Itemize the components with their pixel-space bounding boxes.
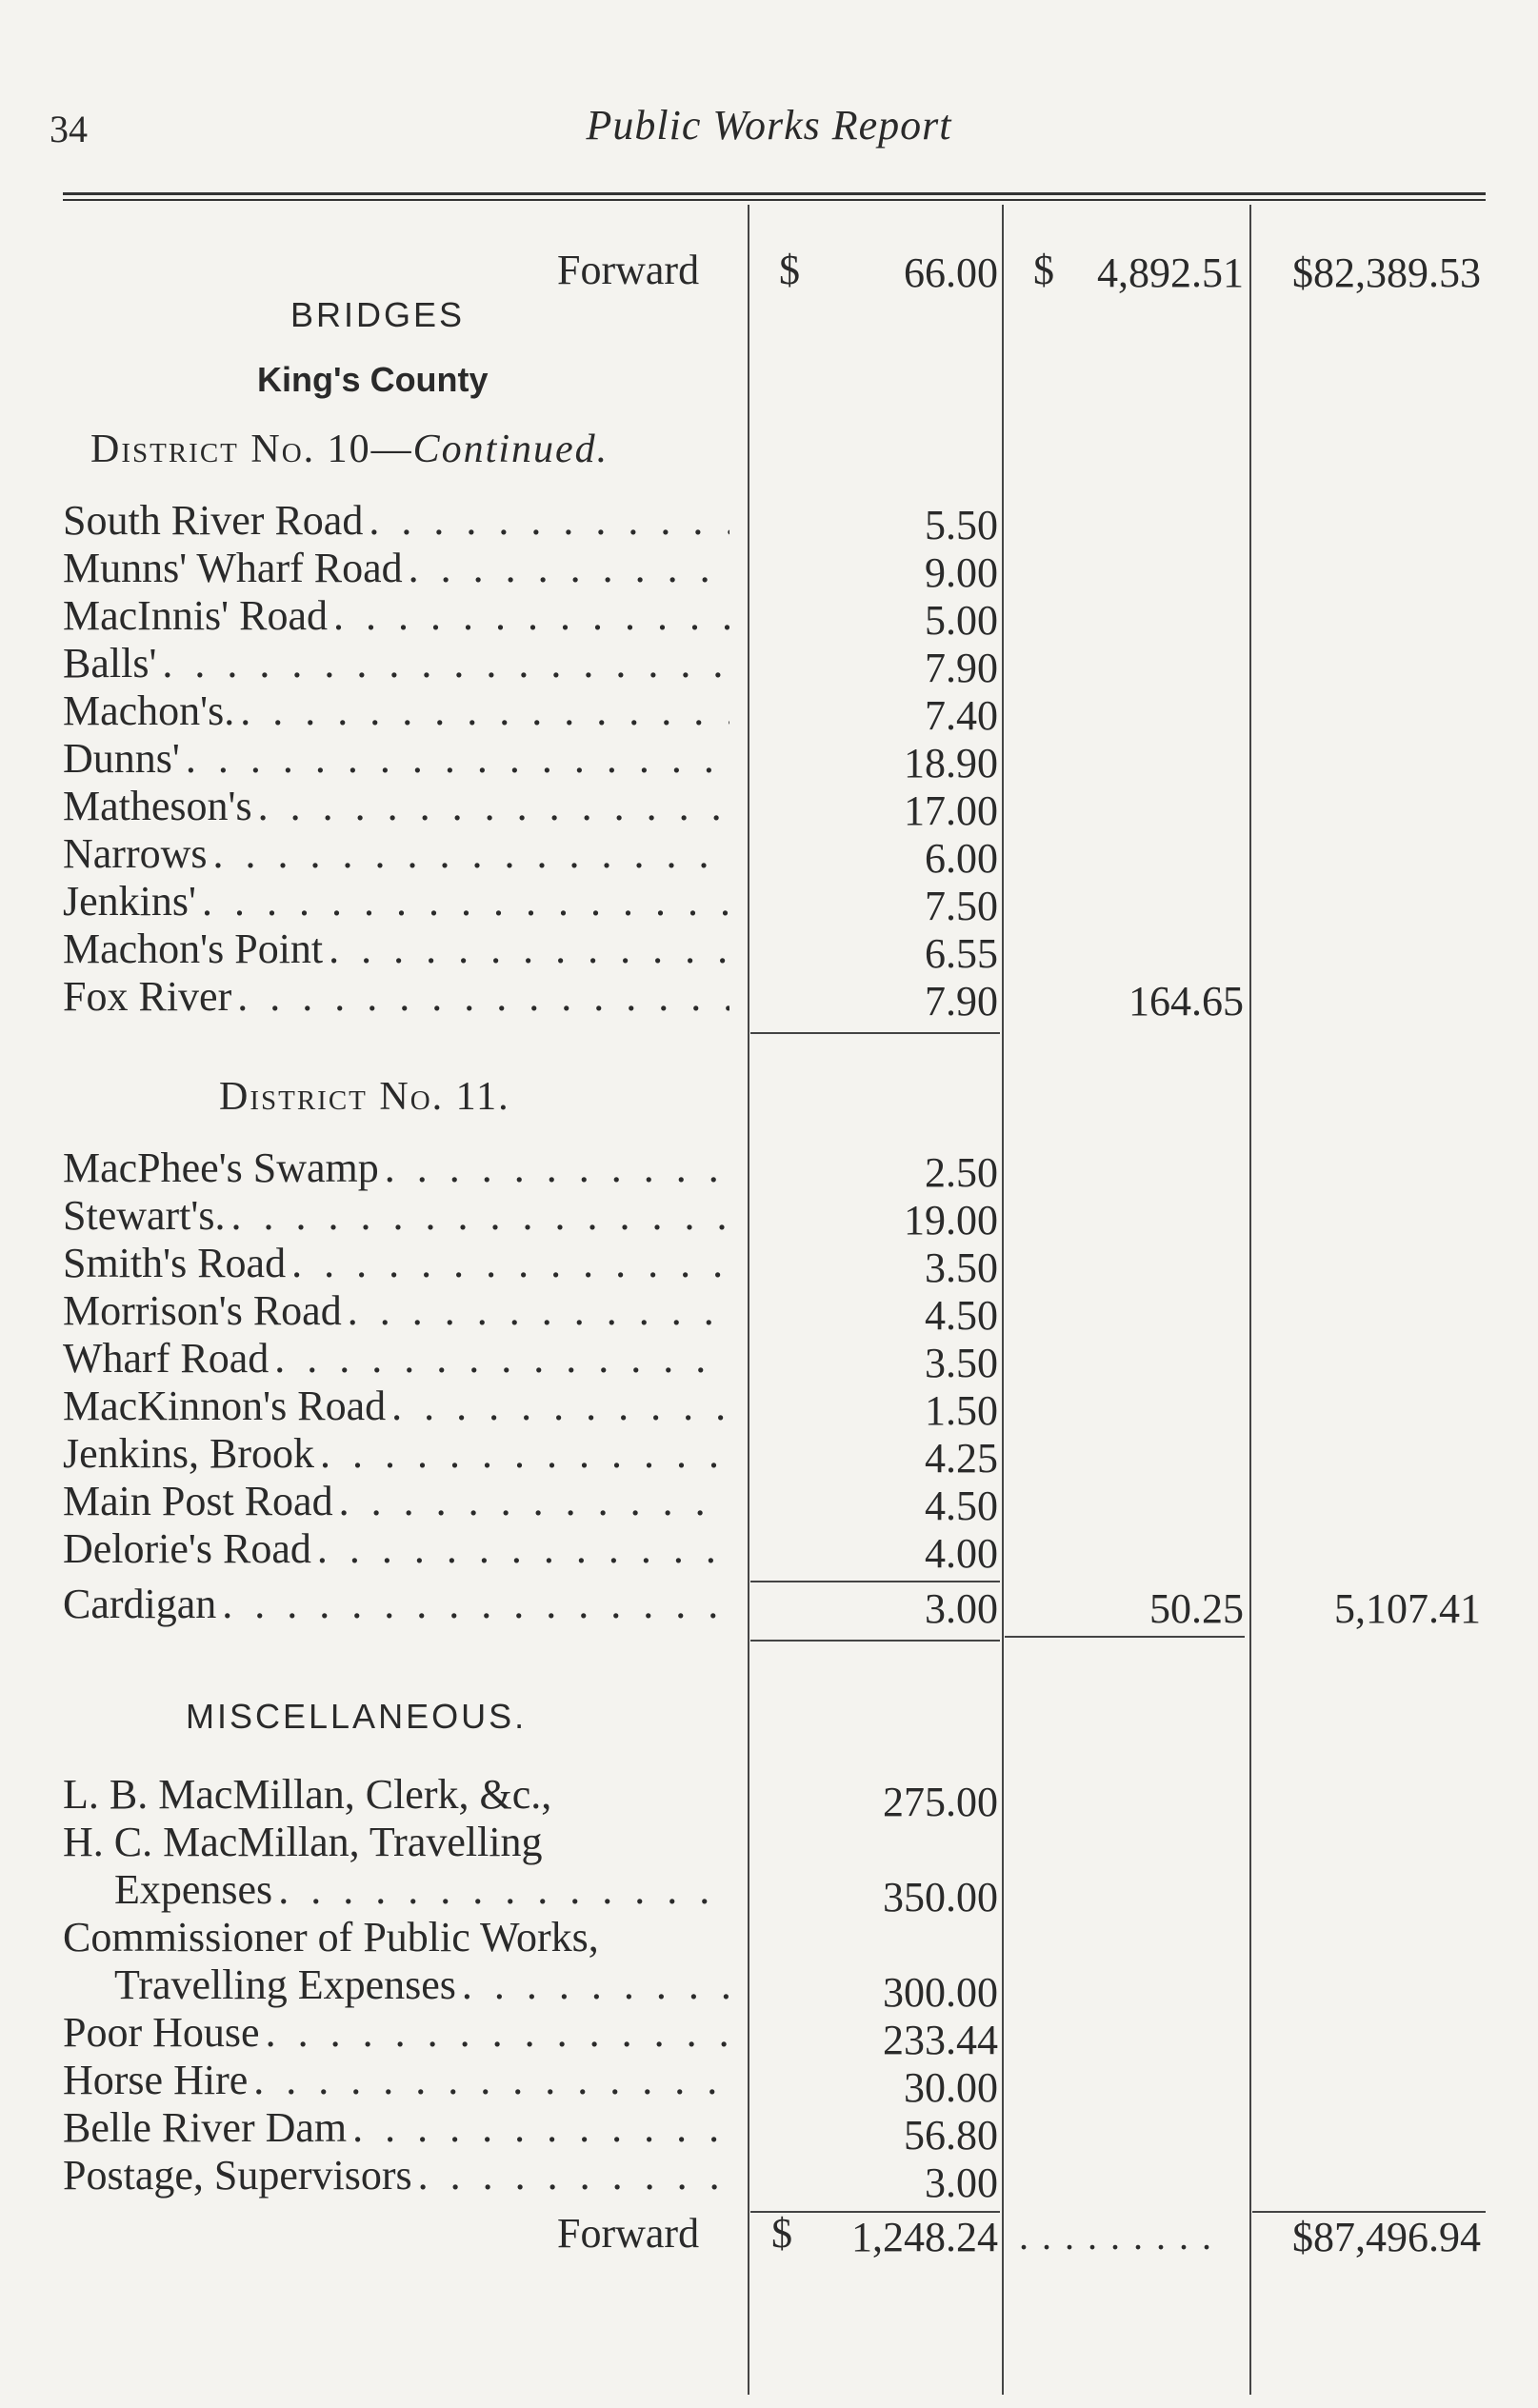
page-number: 34 bbox=[50, 108, 88, 150]
item-label: MacKinnon's Road bbox=[63, 1383, 387, 1429]
leader-dots bbox=[352, 2104, 729, 2152]
list-item bbox=[63, 640, 729, 687]
item-amount: 19.00 bbox=[904, 1197, 998, 1244]
district-10-total: 164.65 bbox=[1129, 978, 1244, 1025]
leader-dots bbox=[418, 2152, 729, 2199]
item-label: Matheson's bbox=[63, 783, 252, 829]
leader-dots bbox=[462, 1961, 729, 2009]
leader-dots bbox=[186, 735, 729, 783]
leader-dots bbox=[213, 830, 729, 878]
page-title: Public Works Report bbox=[586, 102, 952, 149]
item-label: MacInnis' Road bbox=[63, 592, 328, 639]
list-item-continuation bbox=[114, 1866, 729, 1914]
leader-dots bbox=[391, 1383, 729, 1430]
item-amount: 275.00 bbox=[883, 1779, 998, 1825]
leader-dots bbox=[385, 1144, 729, 1192]
list-item bbox=[63, 1914, 729, 1961]
item-amount: 3.50 bbox=[925, 1340, 998, 1386]
item-label: Main Post Road bbox=[63, 1478, 333, 1524]
item-label: Delorie's Road bbox=[63, 1525, 311, 1572]
leader-dots-bottom: . . . . . . . . . bbox=[1019, 2215, 1213, 2258]
leader-dots bbox=[266, 2009, 729, 2057]
item-amount: 5.50 bbox=[925, 502, 998, 548]
item-amount: 9.00 bbox=[925, 549, 998, 596]
item-label: Smith's Road bbox=[63, 1240, 287, 1286]
item-label: Cardigan bbox=[63, 1581, 217, 1627]
item-amount: 6.55 bbox=[925, 930, 998, 977]
item-label: Postage, Supervisors bbox=[63, 2152, 412, 2199]
leader-dots bbox=[320, 1430, 729, 1478]
item-label: Stewart's. bbox=[63, 1192, 226, 1239]
item-amount: 18.90 bbox=[904, 740, 998, 786]
column-divider-3 bbox=[1249, 205, 1251, 2395]
list-item bbox=[63, 1771, 729, 1819]
item-amount: 30.00 bbox=[904, 2064, 998, 2111]
miscellaneous-heading: MISCELLANEOUS. bbox=[186, 1697, 528, 1736]
leader-dots bbox=[237, 973, 729, 1021]
leader-dots bbox=[278, 1866, 729, 1914]
item-amount: 300.00 bbox=[883, 1969, 998, 2016]
item-label: Munns' Wharf Road bbox=[63, 545, 403, 591]
bridges-total-rule bbox=[750, 1640, 1000, 1642]
district-10-title: District No. 10— bbox=[90, 428, 413, 471]
header-rule-top bbox=[63, 192, 1486, 195]
item-amount: 3.00 bbox=[925, 1585, 998, 1632]
district-11-subtotal-rule-1 bbox=[750, 1581, 1000, 1582]
leader-dots bbox=[258, 783, 729, 830]
item-amount: 7.90 bbox=[925, 978, 998, 1025]
item-amount: 4.00 bbox=[925, 1530, 998, 1577]
dollar-sign-bottom: $ bbox=[771, 2210, 792, 2257]
list-item bbox=[63, 1144, 729, 1192]
list-item bbox=[63, 2104, 729, 2152]
leader-dots bbox=[348, 1287, 729, 1335]
list-item bbox=[63, 1819, 729, 1866]
item-label: Narrows bbox=[63, 830, 208, 877]
leader-dots bbox=[369, 497, 729, 545]
district-10-continued: Continued. bbox=[412, 428, 609, 471]
list-item bbox=[63, 1335, 729, 1383]
forward-col1-bottom: 1,248.24 bbox=[851, 2214, 998, 2260]
item-label: Morrison's Road bbox=[63, 1287, 342, 1334]
item-amount: 350.00 bbox=[883, 1874, 998, 1920]
column-divider-1 bbox=[748, 205, 749, 2395]
item-amount: 4.50 bbox=[925, 1292, 998, 1339]
item-amount: 7.90 bbox=[925, 645, 998, 691]
list-item bbox=[63, 545, 729, 592]
list-item bbox=[63, 973, 729, 1021]
item-label: Balls' bbox=[63, 640, 157, 687]
forward-col3-top: $82,389.53 bbox=[1292, 249, 1481, 296]
list-item bbox=[63, 1430, 729, 1478]
item-amount: 7.50 bbox=[925, 883, 998, 929]
item-amount: 5.00 bbox=[925, 597, 998, 644]
list-item bbox=[63, 1581, 729, 1628]
leader-dots bbox=[317, 1525, 729, 1573]
item-amount: 1.50 bbox=[925, 1387, 998, 1434]
header-rule-bottom bbox=[63, 199, 1486, 201]
district-10-subtotal-rule bbox=[750, 1032, 1000, 1034]
item-label: Machon's. bbox=[63, 687, 235, 734]
leader-dots bbox=[162, 640, 729, 687]
list-item bbox=[63, 687, 729, 735]
list-item bbox=[63, 783, 729, 830]
item-label: Jenkins, Brook bbox=[63, 1430, 314, 1477]
item-label: Horse Hire bbox=[63, 2057, 249, 2103]
list-item bbox=[63, 1287, 729, 1335]
item-amount: 7.40 bbox=[925, 692, 998, 739]
list-item bbox=[63, 830, 729, 878]
list-item bbox=[63, 878, 729, 925]
item-label: Commissioner of Public Works, bbox=[63, 1914, 599, 1960]
list-item bbox=[63, 497, 729, 545]
forward-col1-top: 66.00 bbox=[904, 249, 998, 296]
leader-dots bbox=[274, 1335, 729, 1383]
column-divider-2 bbox=[1002, 205, 1004, 2395]
item-label: L. B. MacMillan, Clerk, &c., bbox=[63, 1771, 552, 1818]
grand-total-rule bbox=[1252, 2211, 1486, 2213]
item-label: Poor House bbox=[63, 2009, 260, 2056]
list-item bbox=[63, 1240, 729, 1287]
leader-dots bbox=[291, 1240, 729, 1287]
item-label: H. C. MacMillan, Travelling bbox=[63, 1819, 543, 1865]
item-label: Dunns' bbox=[63, 735, 180, 782]
item-label: Machon's Point bbox=[63, 925, 324, 972]
forward-col3-bottom: $87,496.94 bbox=[1292, 2214, 1481, 2260]
leader-dots bbox=[253, 2057, 729, 2104]
item-label: Fox River bbox=[63, 973, 232, 1020]
county-heading: King's County bbox=[257, 360, 489, 399]
item-amount: 4.50 bbox=[925, 1483, 998, 1529]
item-label: Expenses bbox=[114, 1866, 273, 1913]
district-11-total: 50.25 bbox=[1149, 1585, 1244, 1632]
leader-dots bbox=[329, 925, 729, 973]
forward-label-bottom: Forward bbox=[557, 2210, 700, 2257]
item-label: South River Road bbox=[63, 497, 364, 544]
leader-dots bbox=[333, 592, 729, 640]
item-label: Travelling Expenses bbox=[114, 1961, 456, 2008]
leader-dots bbox=[222, 1581, 729, 1628]
list-item bbox=[63, 2057, 729, 2104]
district-11-heading: District No. 11. bbox=[219, 1075, 510, 1119]
bridges-heading: BRIDGES bbox=[290, 295, 466, 334]
item-amount: 233.44 bbox=[883, 2017, 998, 2063]
item-label: Jenkins' bbox=[63, 878, 196, 925]
leader-dots bbox=[339, 1478, 729, 1525]
item-amount: 56.80 bbox=[904, 2112, 998, 2159]
list-item bbox=[63, 735, 729, 783]
district-10-heading bbox=[90, 427, 609, 472]
item-amount: 2.50 bbox=[925, 1149, 998, 1196]
item-amount: 4.25 bbox=[925, 1435, 998, 1482]
leader-dots bbox=[230, 1192, 729, 1240]
district-11-subtotal-rule-2 bbox=[1005, 1636, 1245, 1638]
list-item bbox=[63, 592, 729, 640]
item-amount: 17.00 bbox=[904, 787, 998, 834]
item-label: MacPhee's Swamp bbox=[63, 1144, 379, 1191]
item-amount: 3.50 bbox=[925, 1244, 998, 1291]
item-amount: 6.00 bbox=[925, 835, 998, 882]
list-item bbox=[63, 1383, 729, 1430]
leader-dots bbox=[409, 545, 729, 592]
list-item bbox=[63, 1192, 729, 1240]
list-item bbox=[63, 1525, 729, 1573]
list-item bbox=[63, 1478, 729, 1525]
item-label: Belle River Dam bbox=[63, 2104, 348, 2151]
forward-label-top: Forward bbox=[557, 247, 700, 293]
leader-dots bbox=[202, 878, 729, 925]
leader-dots bbox=[240, 687, 729, 735]
list-item bbox=[63, 925, 729, 973]
dollar-sign-col1: $ bbox=[779, 247, 800, 293]
item-label: Wharf Road bbox=[63, 1335, 270, 1382]
list-item bbox=[63, 2009, 729, 2057]
bridges-total: 5,107.41 bbox=[1334, 1585, 1481, 1632]
forward-col2-top: 4,892.51 bbox=[1097, 249, 1244, 296]
list-item bbox=[63, 2152, 729, 2199]
dollar-sign-col2: $ bbox=[1033, 247, 1054, 293]
list-item-continuation bbox=[114, 1961, 729, 2009]
item-amount: 3.00 bbox=[925, 2159, 998, 2206]
